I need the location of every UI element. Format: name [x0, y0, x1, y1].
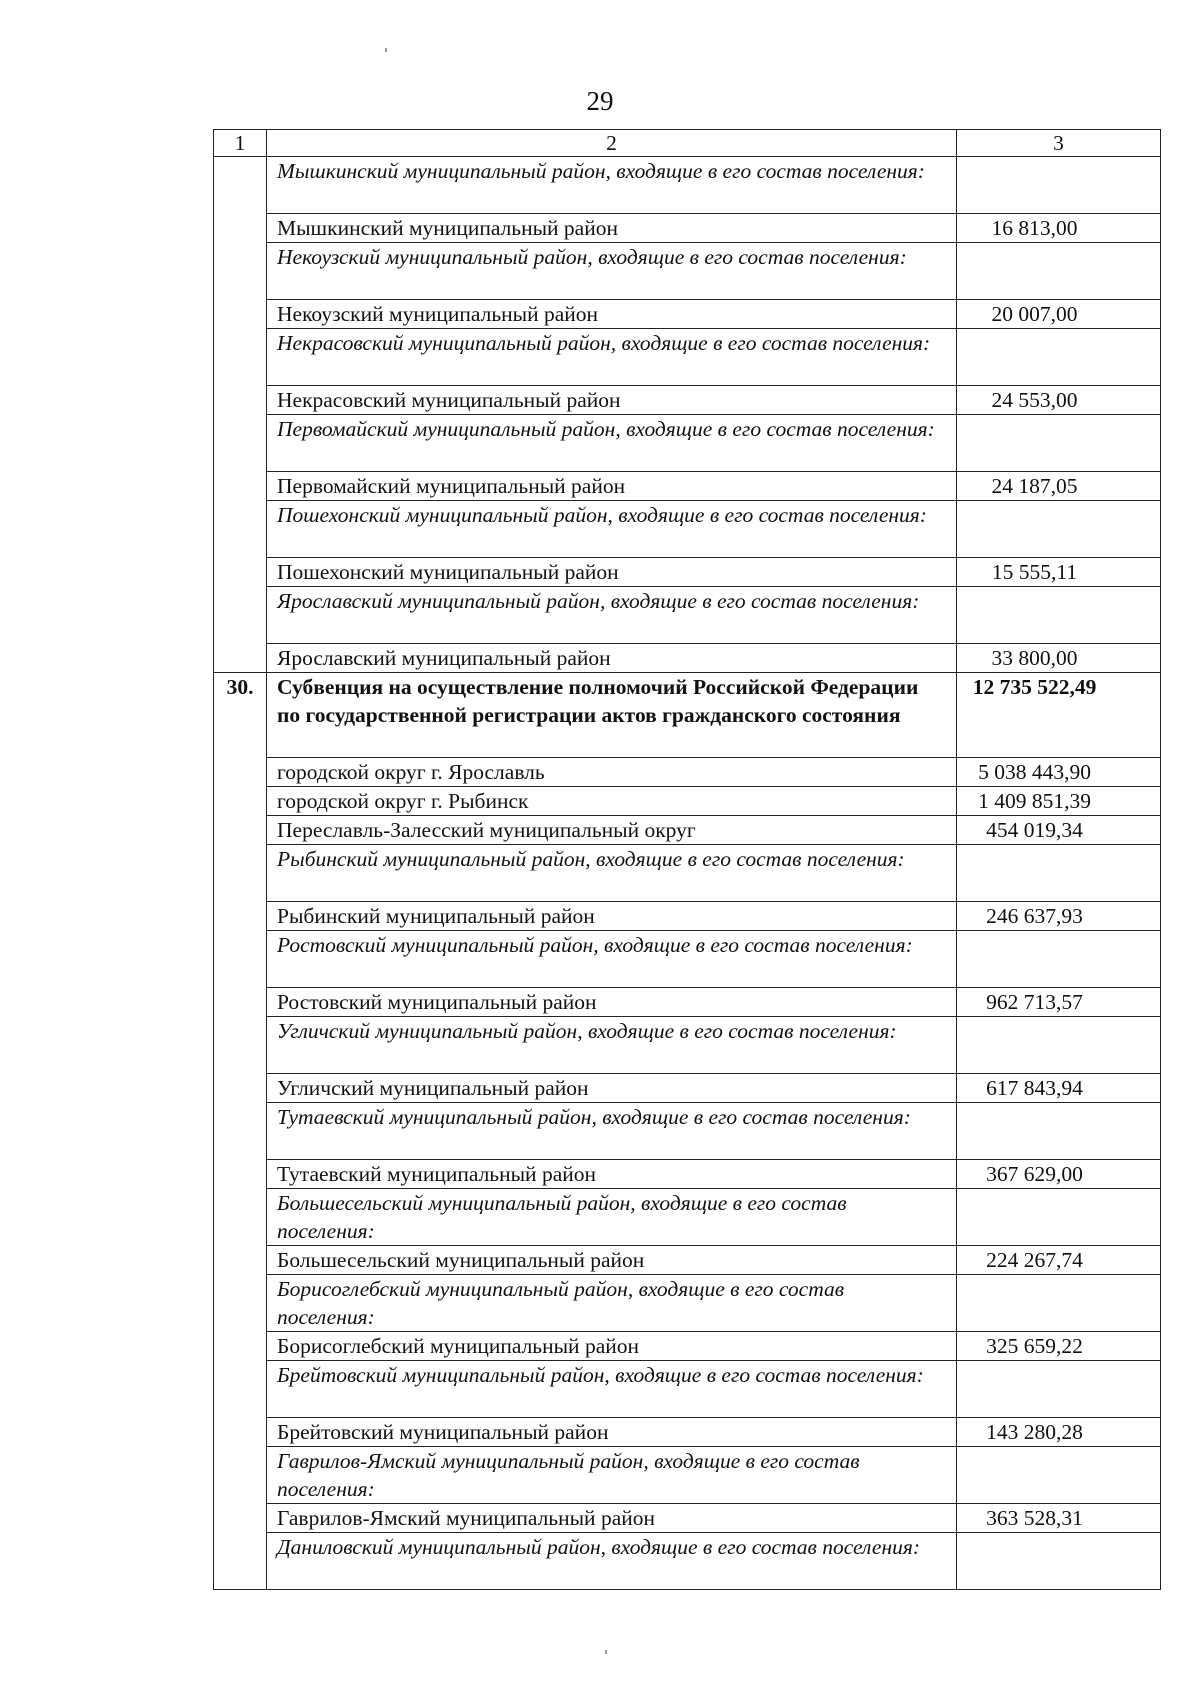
row-name: Ярославский муниципальный район, входящие в его состав поселения:	[267, 587, 957, 644]
district-heading-row	[214, 501, 1161, 558]
column-number-row	[214, 130, 1161, 157]
entity-row	[214, 300, 1161, 329]
row-name: Пошехонский муниципальный район	[267, 558, 957, 587]
entity-row	[214, 1504, 1161, 1533]
row-name: Тутаевский муниципальный район, входящие в его состав поселения:	[267, 1103, 957, 1160]
entity-row	[214, 988, 1161, 1017]
row-name: Переславль-Залесский муниципальный округ	[267, 816, 957, 845]
row-amount	[957, 501, 1161, 558]
row-amount: 143 280,28	[957, 1418, 1161, 1447]
row-amount: 15 555,11	[957, 558, 1161, 587]
column-number-3: 3	[957, 130, 1161, 157]
row-amount	[957, 1103, 1161, 1160]
district-heading-row	[214, 329, 1161, 386]
entity-row	[214, 787, 1161, 816]
subsidy-table-body	[214, 130, 1161, 1590]
row-amount: 454 019,34	[957, 816, 1161, 845]
row-amount: 24 553,00	[957, 386, 1161, 415]
row-name: Некоузский муниципальный район, входящие в его состав поселения:	[267, 243, 957, 300]
entity-row	[214, 1074, 1161, 1103]
row-name: Большесельский муниципальный район	[267, 1246, 957, 1275]
row-name: городской округ г. Рыбинск	[267, 787, 957, 816]
column-number-1: 1	[214, 130, 267, 157]
subvention-group-row	[214, 673, 1161, 758]
district-heading-row	[214, 1103, 1161, 1160]
row-name: Рыбинский муниципальный район	[267, 902, 957, 931]
entity-row	[214, 1418, 1161, 1447]
row-name: Брейтовский муниципальный район	[267, 1418, 957, 1447]
row-amount: 367 629,00	[957, 1160, 1161, 1189]
row-amount	[957, 1275, 1161, 1332]
row-name: Некоузский муниципальный район	[267, 300, 957, 329]
scan-speck	[605, 1650, 607, 1654]
row-name: Мышкинский муниципальный район, входящие в его состав поселения:	[267, 157, 957, 214]
row-amount	[957, 157, 1161, 214]
row-name: Большесельский муниципальный район, входящие в его состав поселения:	[267, 1189, 957, 1246]
row-name: Рыбинский муниципальный район, входящие в его состав поселения:	[267, 845, 957, 902]
row-amount: 246 637,93	[957, 902, 1161, 931]
row-name: Борисоглебский муниципальный район	[267, 1332, 957, 1361]
row-name: Ярославский муниципальный район	[267, 644, 957, 673]
entity-row	[214, 1246, 1161, 1275]
row-amount: 1 409 851,39	[957, 787, 1161, 816]
subsidy-table	[213, 129, 1161, 1590]
entity-row	[214, 644, 1161, 673]
row-amount: 20 007,00	[957, 300, 1161, 329]
section-number: 30.	[214, 673, 267, 1590]
row-name: Некрасовский муниципальный район, входящие в его состав поселения:	[267, 329, 957, 386]
row-amount	[957, 1447, 1161, 1504]
row-name: Угличский муниципальный район, входящие в его состав поселения:	[267, 1017, 957, 1074]
row-name: Первомайский муниципальный район, входящие в его состав поселения:	[267, 415, 957, 472]
row-name: Мышкинский муниципальный район	[267, 214, 957, 243]
row-name: городской округ г. Ярославль	[267, 758, 957, 787]
row-amount: 325 659,22	[957, 1332, 1161, 1361]
row-amount	[957, 329, 1161, 386]
entity-row	[214, 758, 1161, 787]
row-amount: 33 800,00	[957, 644, 1161, 673]
row-name: Гаврилов-Ямский муниципальный район	[267, 1504, 957, 1533]
row-amount: 12 735 522,49	[957, 673, 1161, 758]
district-heading-row	[214, 415, 1161, 472]
scan-speck	[385, 48, 387, 52]
row-amount	[957, 1533, 1161, 1590]
row-amount: 224 267,74	[957, 1246, 1161, 1275]
row-name: Пошехонский муниципальный район, входящие в его состав поселения:	[267, 501, 957, 558]
row-amount: 962 713,57	[957, 988, 1161, 1017]
row-amount: 363 528,31	[957, 1504, 1161, 1533]
row-name: Брейтовский муниципальный район, входящие в его состав поселения:	[267, 1361, 957, 1418]
row-name: Гаврилов-Ямский муниципальный район, входящие в его состав поселения:	[267, 1447, 957, 1504]
row-amount	[957, 415, 1161, 472]
page-number: 29	[586, 86, 614, 116]
entity-row	[214, 386, 1161, 415]
district-heading-row	[214, 845, 1161, 902]
row-amount	[957, 1017, 1161, 1074]
row-amount	[957, 1189, 1161, 1246]
row-name: Даниловский муниципальный район, входящие в его состав поселения:	[267, 1533, 957, 1590]
section-number	[214, 157, 267, 673]
district-heading-row	[214, 1275, 1161, 1332]
row-name: Ростовский муниципальный район, входящие в его состав поселения:	[267, 931, 957, 988]
district-heading-row	[214, 931, 1161, 988]
entity-row	[214, 472, 1161, 501]
row-name: Тутаевский муниципальный район	[267, 1160, 957, 1189]
row-amount: 617 843,94	[957, 1074, 1161, 1103]
row-name: Ростовский муниципальный район	[267, 988, 957, 1017]
row-name: Первомайский муниципальный район	[267, 472, 957, 501]
row-name: Субвенция на осуществление полномочий Российской Федерации по государственной регистрации актов гражданского состояния	[267, 673, 957, 758]
row-name: Угличский муниципальный район	[267, 1074, 957, 1103]
entity-row	[214, 902, 1161, 931]
district-heading-row	[214, 1533, 1161, 1590]
row-amount	[957, 243, 1161, 300]
row-amount: 24 187,05	[957, 472, 1161, 501]
district-heading-row	[214, 1361, 1161, 1418]
column-number-2: 2	[267, 130, 957, 157]
district-heading-row	[214, 587, 1161, 644]
district-heading-row	[214, 243, 1161, 300]
entity-row	[214, 558, 1161, 587]
district-heading-row	[214, 1447, 1161, 1504]
row-amount: 5 038 443,90	[957, 758, 1161, 787]
row-amount	[957, 1361, 1161, 1418]
row-name: Некрасовский муниципальный район	[267, 386, 957, 415]
row-amount	[957, 845, 1161, 902]
entity-row	[214, 816, 1161, 845]
entity-row	[214, 1160, 1161, 1189]
district-heading-row	[214, 1017, 1161, 1074]
district-heading-row	[214, 157, 1161, 214]
row-amount	[957, 931, 1161, 988]
entity-row	[214, 214, 1161, 243]
row-name: Борисоглебский муниципальный район, входящие в его состав поселения:	[267, 1275, 957, 1332]
row-amount	[957, 587, 1161, 644]
district-heading-row	[214, 1189, 1161, 1246]
entity-row	[214, 1332, 1161, 1361]
row-amount: 16 813,00	[957, 214, 1161, 243]
